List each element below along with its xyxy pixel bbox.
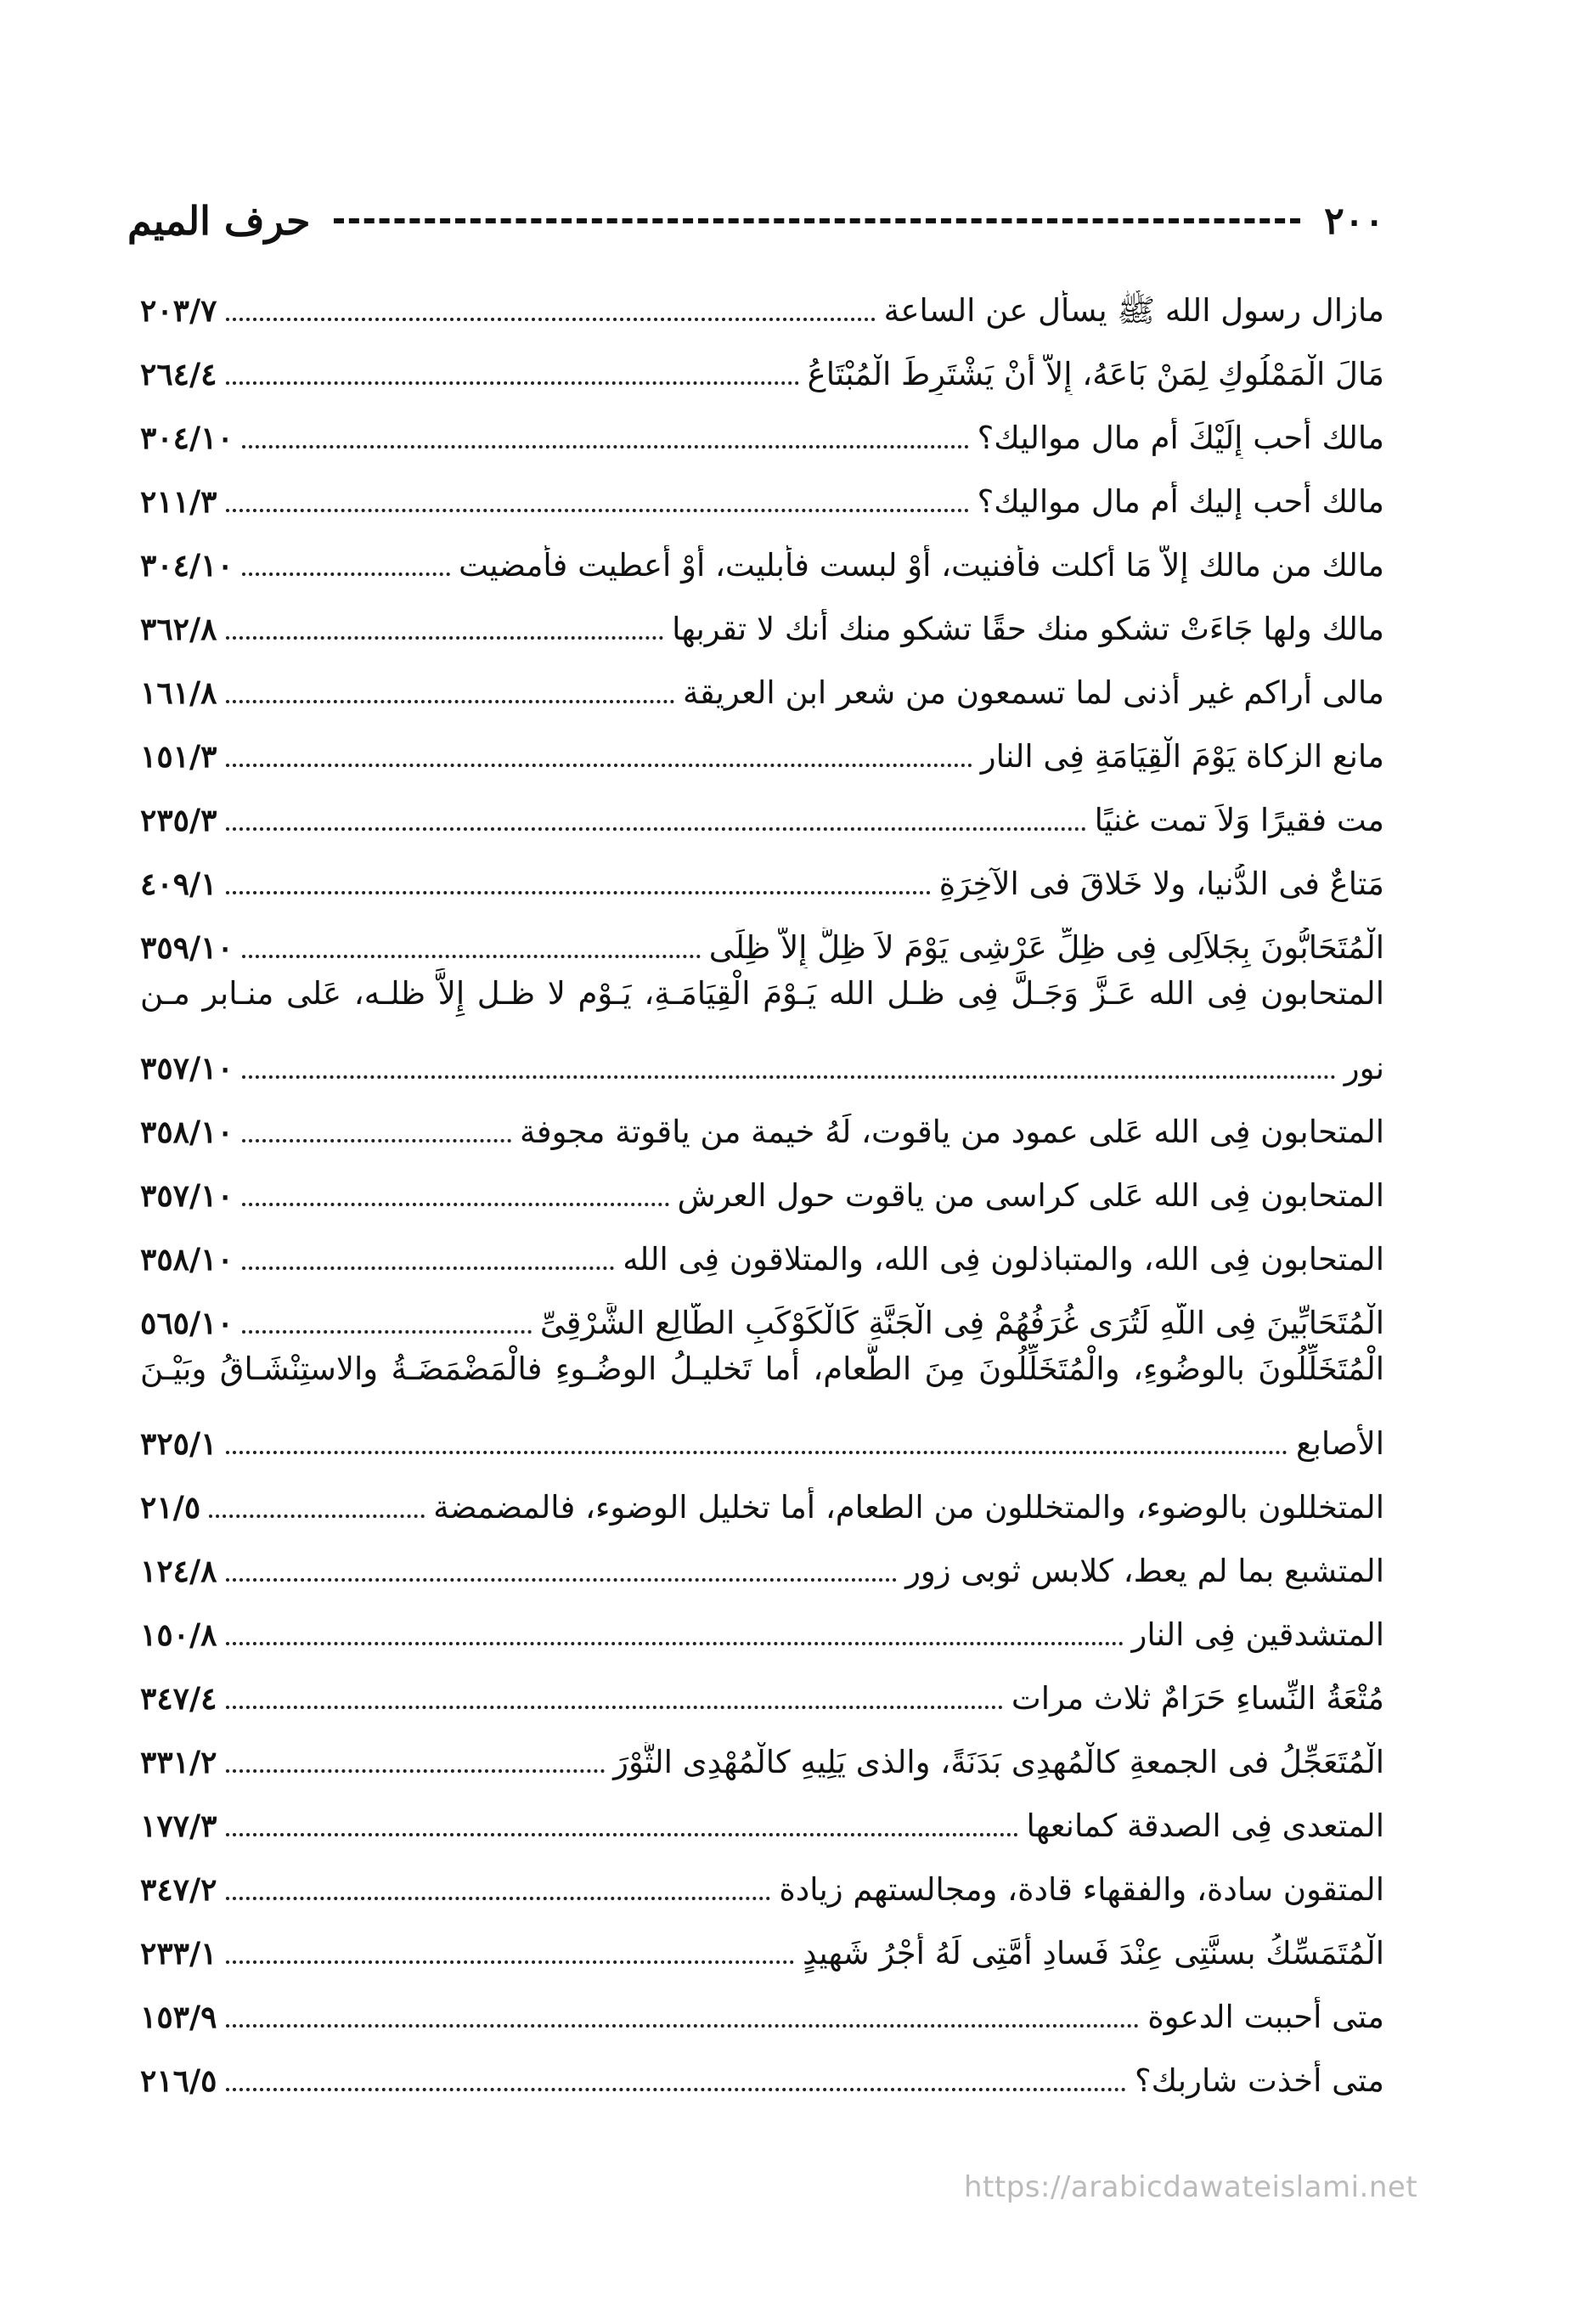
leader-dots — [226, 2088, 1126, 2091]
entry-reference: ١٦١/٨ — [140, 675, 217, 711]
entry-text: الأصابعِ — [1295, 1425, 1384, 1462]
entry-reference: ١٢٤/٨ — [140, 1554, 217, 1589]
index-entry — [140, 586, 1384, 650]
leader-dots — [226, 1706, 1003, 1709]
leader-dots — [226, 1833, 1018, 1836]
index-entry — [140, 1216, 1384, 1280]
page-header — [127, 191, 1384, 251]
entry-reference: ٢١١/٣ — [140, 484, 217, 520]
index-entry — [140, 650, 1384, 714]
index-entry — [140, 841, 1384, 905]
entry-continuation — [140, 1405, 1384, 1464]
index-entry — [140, 459, 1384, 522]
index-entry — [140, 1783, 1384, 1847]
entry-text: المتشدقين فِى النار — [1131, 1616, 1384, 1653]
leader-dots — [242, 955, 701, 958]
entry-text-line: المتحابون فِى الله عَـزَّ وَجَـلَّ فِى ظـل الله يَـوْمَ الْقِيَامَـةِ، يَـوْم لا ظـل إِلاَّ ظلـه، عَلى منـابر مـن — [140, 975, 1384, 1012]
entry-reference: ٣٥٧/١٠ — [140, 1178, 234, 1214]
entry-text: المتحابون فِى الله عَلى كراسى من ياقوت حول العرش — [677, 1177, 1384, 1214]
entry-text: المتخللون بالوضوء، والمتخللون من الطعام، أما تخليل الوضوء، فالمضمضة — [433, 1489, 1384, 1526]
leader-dots — [226, 636, 664, 640]
leader-dots — [226, 318, 876, 321]
index-list — [140, 268, 1384, 2101]
leader-dots — [226, 764, 972, 767]
entry-text: المتحابون فِى الله عَلى عمود من ياقوت، لَهُ خيمة من ياقوتة مجوفة — [520, 1114, 1384, 1150]
index-entry — [140, 268, 1384, 331]
entry-text: المتحابون فِى الله، والمتباذلون فِى الله، والمتلاقون فِى الله — [623, 1241, 1384, 1278]
index-entry — [140, 1910, 1384, 1974]
entry-continuation — [140, 1029, 1384, 1089]
entry-reference: ٤٠٩/١ — [140, 866, 217, 902]
index-entry — [140, 1592, 1384, 1656]
leader-dots — [242, 1203, 669, 1206]
entry-text: مت فقيرًا وَلاَ تمت غنيًا — [1094, 802, 1384, 838]
index-entry — [140, 2038, 1384, 2101]
entry-text: مالى أراكم غير أذنى لما تسمعون من شعر ابن العريقة — [683, 674, 1384, 711]
entry-text: مانع الزكاة يَوْمَ الْقِيَامَةِ فِى النار — [980, 738, 1384, 775]
index-entry — [140, 522, 1384, 586]
entry-reference: ٢١/٥ — [140, 1490, 201, 1526]
entry-text: متى أخذت شاربك؟ — [1134, 2062, 1384, 2099]
leader-dots — [209, 1515, 425, 1518]
entry-reference: ٣٠٤/١٠ — [140, 548, 234, 584]
index-entry — [140, 1344, 1384, 1464]
index-entry — [140, 331, 1384, 395]
entry-text: مالك من مالك إلاَّ مَا أكلت فأفنيت، أوْ لبست فأبليت، أوْ أعطيت فأمضيت — [458, 547, 1384, 584]
leader-dots — [226, 1642, 1124, 1645]
index-entry — [140, 1656, 1384, 1719]
leader-dots — [226, 1451, 1288, 1454]
entry-text: الْمُتَحَابِّينَ فِى اللَّهِ لَتُرَى غُرَفُهُمْ فِى الْجَنَّةِ كَالْكَوْكَبِ الطَّالِعِ الشَّرْقِىِّ — [539, 1305, 1384, 1341]
entry-text: مَالَ الْمَمْلُوكِ لِمَنْ بَاعَهُ، إِلاَّ أَنْ يَشْتَرِطَ الْمُبْتَاعُ — [807, 356, 1384, 392]
watermark-url: https://arabicdawateislami.net — [964, 2170, 1418, 2204]
entry-reference: ٣٥٩/١٠ — [140, 930, 234, 966]
entry-reference: ٣٠٤/١٠ — [140, 420, 234, 456]
entry-reference: ٢٦٤/٤ — [140, 357, 217, 392]
index-entry — [140, 1528, 1384, 1592]
entry-reference: ٣٥٧/١٠ — [140, 1051, 234, 1086]
entry-reference: ٣٢٥/١ — [140, 1426, 217, 1462]
leader-dots — [226, 827, 1086, 831]
entry-text: مالك أحب إليك أم مال مواليك؟ — [977, 483, 1384, 520]
chapter-title: حرف الميم — [127, 198, 311, 244]
entry-text: مُتْعَةُ النِّساءِ حَرَامٌ ثلاث مرات — [1011, 1680, 1384, 1717]
entry-text-line: الْمُتَخَلِّلُونَ بالوضُوءِ، والْمُتَخَلِّلُونَ مِنَ الطَّعام، أما تَخليـلُ الوضُـوءِ فالْمَضْمَضَـةُ والاستِنْشَـاقُ وبَيْـنَ — [140, 1351, 1384, 1387]
index-entry — [140, 777, 1384, 841]
leader-dots — [242, 1330, 532, 1334]
leader-dots — [242, 573, 450, 576]
leader-dots — [226, 1960, 794, 1964]
entry-reference: ١٥٣/٩ — [140, 2000, 217, 2035]
entry-reference: ١٥٠/٨ — [140, 1617, 217, 1653]
index-entry — [140, 1280, 1384, 1344]
entry-text: الْمُتَمَسِّكُ بسنَّتِى عِنْدَ فَسادِ أُمَّتِى لَهُ أَجْرُ شَهِيدٍ — [802, 1935, 1384, 1971]
leader-dots — [226, 1769, 606, 1773]
index-entry — [140, 1464, 1384, 1528]
leader-dots — [226, 2024, 1140, 2028]
page-number: ٢٠٠ — [1324, 199, 1384, 243]
leader-dots — [242, 445, 969, 448]
leader-dots — [242, 1139, 511, 1142]
entry-reference: ٣٤٧/٤ — [140, 1681, 217, 1717]
leader-dots — [226, 509, 969, 512]
entry-text: نور — [1344, 1050, 1384, 1086]
entry-reference: ٣٦٢/٨ — [140, 612, 217, 647]
index-entry — [140, 1089, 1384, 1153]
entry-reference: ٣٣١/٢ — [140, 1745, 217, 1780]
index-entry — [140, 1974, 1384, 2038]
entry-reference: ٢٣٣/١ — [140, 1936, 217, 1971]
entry-text: مالك أحب إِلَيْكَ أم مال مواليك؟ — [977, 420, 1384, 456]
index-entry — [140, 1847, 1384, 1910]
entry-text: الْمُتَحَابُّونَ بِجَلاَلِى فِى ظِلِّ عَرْشِى يَوْمَ لاَ ظِلَّ إِلاَّ ظِلِّى — [708, 929, 1384, 966]
entry-text: المتقون سادة، والفقهاء قادة، ومجالستهم زيادة — [779, 1871, 1384, 1908]
entry-text: متى أحببت الدعوة — [1147, 1999, 1384, 2035]
entry-reference: ٣٥٨/١٠ — [140, 1114, 234, 1150]
entry-text: الْمُتَعَجِّلُ فى الجمعةِ كالْمُهدِى بَدَنَةً، والذى يَلِيهِ كالْمُهْدِى الثَّوْرَ — [613, 1744, 1384, 1780]
leader-dots — [226, 381, 799, 385]
entry-reference: ٢١٦/٥ — [140, 2063, 217, 2099]
entry-text: المتشبع بما لم يعط، كلابس ثوبى زور — [905, 1553, 1384, 1589]
leader-dots — [226, 891, 931, 894]
leader-dots — [226, 700, 675, 703]
index-entry — [140, 905, 1384, 968]
entry-text: مَتاعٌ فى الدُّنيا، ولا خَلاقَ فى الآخِرَةِ — [938, 866, 1384, 902]
entry-text: مالك ولها جَاءَتْ تشكو منك حقًا تشكو منك أنك لا تقربها — [672, 611, 1384, 647]
index-entry — [140, 395, 1384, 459]
index-entry — [140, 714, 1384, 777]
entry-text: المتعدى فِى الصدقة كمانعها — [1026, 1808, 1384, 1844]
entry-text: مازال رسول الله ﷺ يسأل عن الساعة — [883, 292, 1384, 329]
entry-reference: ٢٠٣/٧ — [140, 293, 217, 329]
leader-dots — [242, 1075, 1336, 1079]
entry-reference: ١٧٧/٣ — [140, 1808, 217, 1844]
entry-reference: ٥٦٥/١٠ — [140, 1306, 234, 1341]
entry-reference: ٣٤٧/٢ — [140, 1872, 217, 1908]
header-rule — [334, 218, 1300, 223]
leader-dots — [226, 1897, 771, 1900]
index-entry — [140, 1719, 1384, 1783]
leader-dots — [242, 1266, 614, 1270]
index-entry — [140, 1153, 1384, 1216]
leader-dots — [226, 1578, 898, 1582]
index-entry — [140, 968, 1384, 1089]
entry-reference: ٣٥٨/١٠ — [140, 1242, 234, 1278]
entry-reference: ١٥١/٣ — [140, 739, 217, 775]
entry-reference: ٢٣٥/٣ — [140, 803, 217, 838]
